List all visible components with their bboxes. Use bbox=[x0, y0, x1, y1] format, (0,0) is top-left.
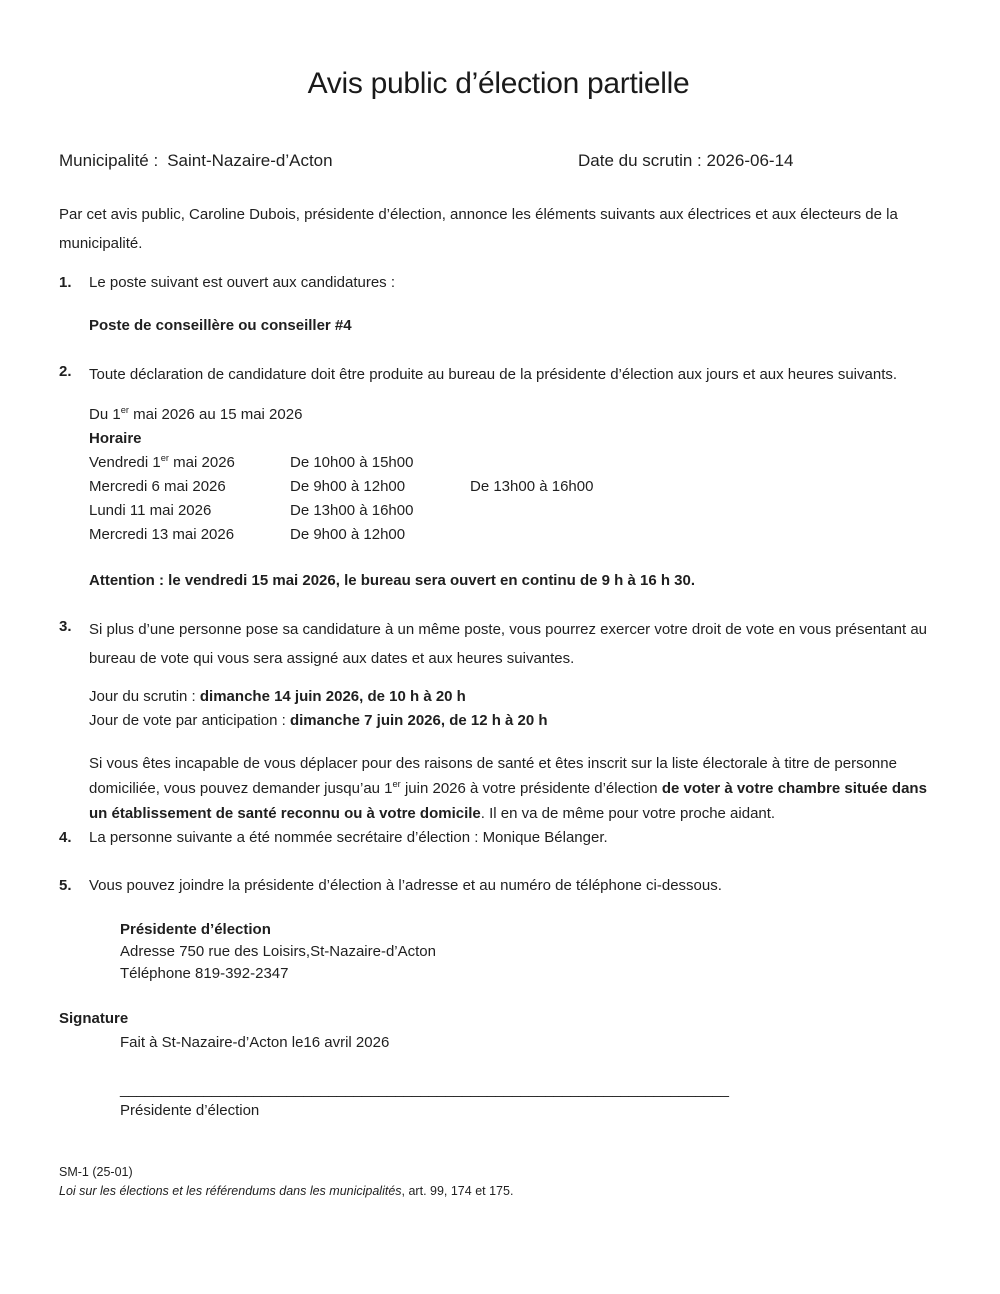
item-3-body bbox=[89, 615, 938, 826]
municipality-label: Municipalité : bbox=[59, 151, 159, 170]
signature-section bbox=[59, 1007, 938, 1123]
schedule-time-2: De 13h00 à 16h00 bbox=[470, 478, 594, 495]
schedule-time-1: De 10h00 à 15h00 bbox=[290, 454, 414, 471]
law-title: Loi sur les élections et les référendums dans les municipalités bbox=[59, 1184, 402, 1198]
signature-made-at: Fait à St-Nazaire-d’Acton le16 avril 2026 bbox=[120, 1034, 390, 1051]
open-position: Poste de conseillère ou conseiller #4 bbox=[89, 317, 352, 334]
signature-heading: Signature bbox=[59, 1010, 129, 1027]
list-item-2 bbox=[59, 360, 938, 593]
schedule-day: Lundi 11 mai 2026 bbox=[89, 502, 212, 519]
schedule-time-2 bbox=[470, 523, 938, 547]
contact-title: Présidente d’élection bbox=[120, 921, 271, 938]
schedule-time-1: De 9h00 à 12h00 bbox=[290, 526, 406, 543]
item-1-body bbox=[89, 271, 938, 295]
item-1-number: 1. bbox=[59, 274, 72, 291]
item-5-text: Vous pouvez joindre la présidente d’élection à l’adresse et au numéro de téléphone ci-dessous. bbox=[89, 877, 722, 894]
contact-address: Adresse 750 rue des Loisirs,St-Nazaire-d’Acton bbox=[120, 943, 436, 960]
item-4-number: 4. bbox=[59, 829, 72, 846]
law-reference bbox=[59, 1182, 938, 1201]
polling-day-value: dimanche 14 juin 2026, de 10 h à 20 h bbox=[199, 688, 466, 705]
municipality-value: Saint-Nazaire-d’Acton bbox=[167, 151, 333, 170]
item-5-number: 5. bbox=[59, 877, 72, 894]
item-4-body bbox=[89, 826, 938, 850]
schedule-heading: Horaire bbox=[89, 430, 142, 447]
candidacy-period-prefix: Du 1 bbox=[89, 406, 121, 423]
schedule-row bbox=[89, 523, 938, 547]
item-1-text: Le poste suivant est ouvert aux candidatures : bbox=[89, 274, 396, 291]
item-5-body bbox=[89, 874, 938, 985]
advance-polling-value: dimanche 7 juin 2026, de 12 h à 20 h bbox=[289, 712, 548, 729]
contact-block bbox=[120, 919, 938, 985]
scrutin-date-label: Date du scrutin : bbox=[578, 151, 702, 170]
schedule-row bbox=[89, 499, 938, 523]
schedule-day: Vendredi 1er mai 2026 bbox=[89, 453, 235, 471]
schedule-row bbox=[89, 475, 938, 499]
schedule-time-1: De 9h00 à 12h00 bbox=[290, 478, 406, 495]
advance-polling-line bbox=[89, 709, 938, 733]
candidacy-period bbox=[89, 403, 938, 427]
advance-polling-label: Jour de vote par anticipation : bbox=[89, 712, 290, 729]
schedule-day: Mercredi 6 mai 2026 bbox=[89, 478, 226, 495]
contact-phone: Téléphone 819-392-2347 bbox=[120, 965, 289, 982]
scrutin-date-field bbox=[578, 148, 938, 174]
signature-role: Présidente d’élection bbox=[120, 1102, 260, 1119]
item-4-text: La personne suivante a été nommée secrétaire d’élection : Monique Bélanger. bbox=[89, 829, 608, 846]
item-2-number: 2. bbox=[59, 363, 72, 380]
document-footer bbox=[59, 1163, 938, 1201]
vote-days bbox=[89, 685, 938, 733]
item-3-text: Si plus d’une personne pose sa candidature à un même poste, vous pourrez exercer votre droit de vote en vous présentant au bureau de vote qui vous sera assigné aux dates et aux heures suivantes. bbox=[89, 621, 928, 667]
schedule-time-2 bbox=[470, 499, 938, 523]
candidacy-period-ordinal: er bbox=[120, 405, 129, 415]
attention-note: Attention : le vendredi 15 mai 2026, le bureau sera ouvert en continu de 9 h à 16 h 30. bbox=[89, 572, 696, 589]
signature-line: _________________________________________________________________________ bbox=[120, 1081, 729, 1098]
schedule-row bbox=[89, 451, 938, 475]
health-vote-paragraph: Si vous êtes incapable de vous déplacer pour des raisons de santé et êtes inscrit sur la liste électorale à titre de personne domiciliée, vous pouvez demander jusqu’au 1er juin 2026 à votre présidente d’élection de voter à votre chambre située dans un établissement de santé reconnu ou à votre domicile. Il en va de même pour votre proche aidant. bbox=[89, 755, 927, 822]
schedule-day: Mercredi 13 mai 2026 bbox=[89, 526, 235, 543]
law-articles: , art. 99, 174 et 175. bbox=[401, 1184, 514, 1198]
item-2-text: Toute déclaration de candidature doit être produite au bureau de la présidente d’élection aux jours et aux heures suivants. bbox=[89, 366, 898, 383]
polling-day-label: Jour du scrutin : bbox=[89, 688, 200, 705]
list-item-5 bbox=[59, 874, 938, 985]
candidacy-period-suffix: mai 2026 au 15 mai 2026 bbox=[128, 406, 303, 423]
list-item-1 bbox=[59, 271, 938, 295]
scrutin-date-value: 2026-06-14 bbox=[706, 151, 794, 170]
list-item-4 bbox=[59, 826, 938, 850]
schedule-time-2 bbox=[470, 451, 938, 475]
municipality-field bbox=[59, 148, 578, 174]
list-item-3 bbox=[59, 615, 938, 826]
header-row bbox=[59, 148, 938, 174]
intro-paragraph: Par cet avis public, Caroline Dubois, présidente d’élection, annonce les éléments suivants aux électrices et aux électeurs de la municipalité. bbox=[59, 206, 898, 252]
form-code: SM-1 (25-01) bbox=[59, 1165, 133, 1179]
item-2-body bbox=[89, 360, 938, 593]
page-title: Avis public d’élection partielle bbox=[307, 67, 690, 100]
schedule-time-1: De 13h00 à 16h00 bbox=[290, 502, 414, 519]
polling-day-line bbox=[89, 685, 938, 709]
item-3-number: 3. bbox=[59, 618, 72, 635]
